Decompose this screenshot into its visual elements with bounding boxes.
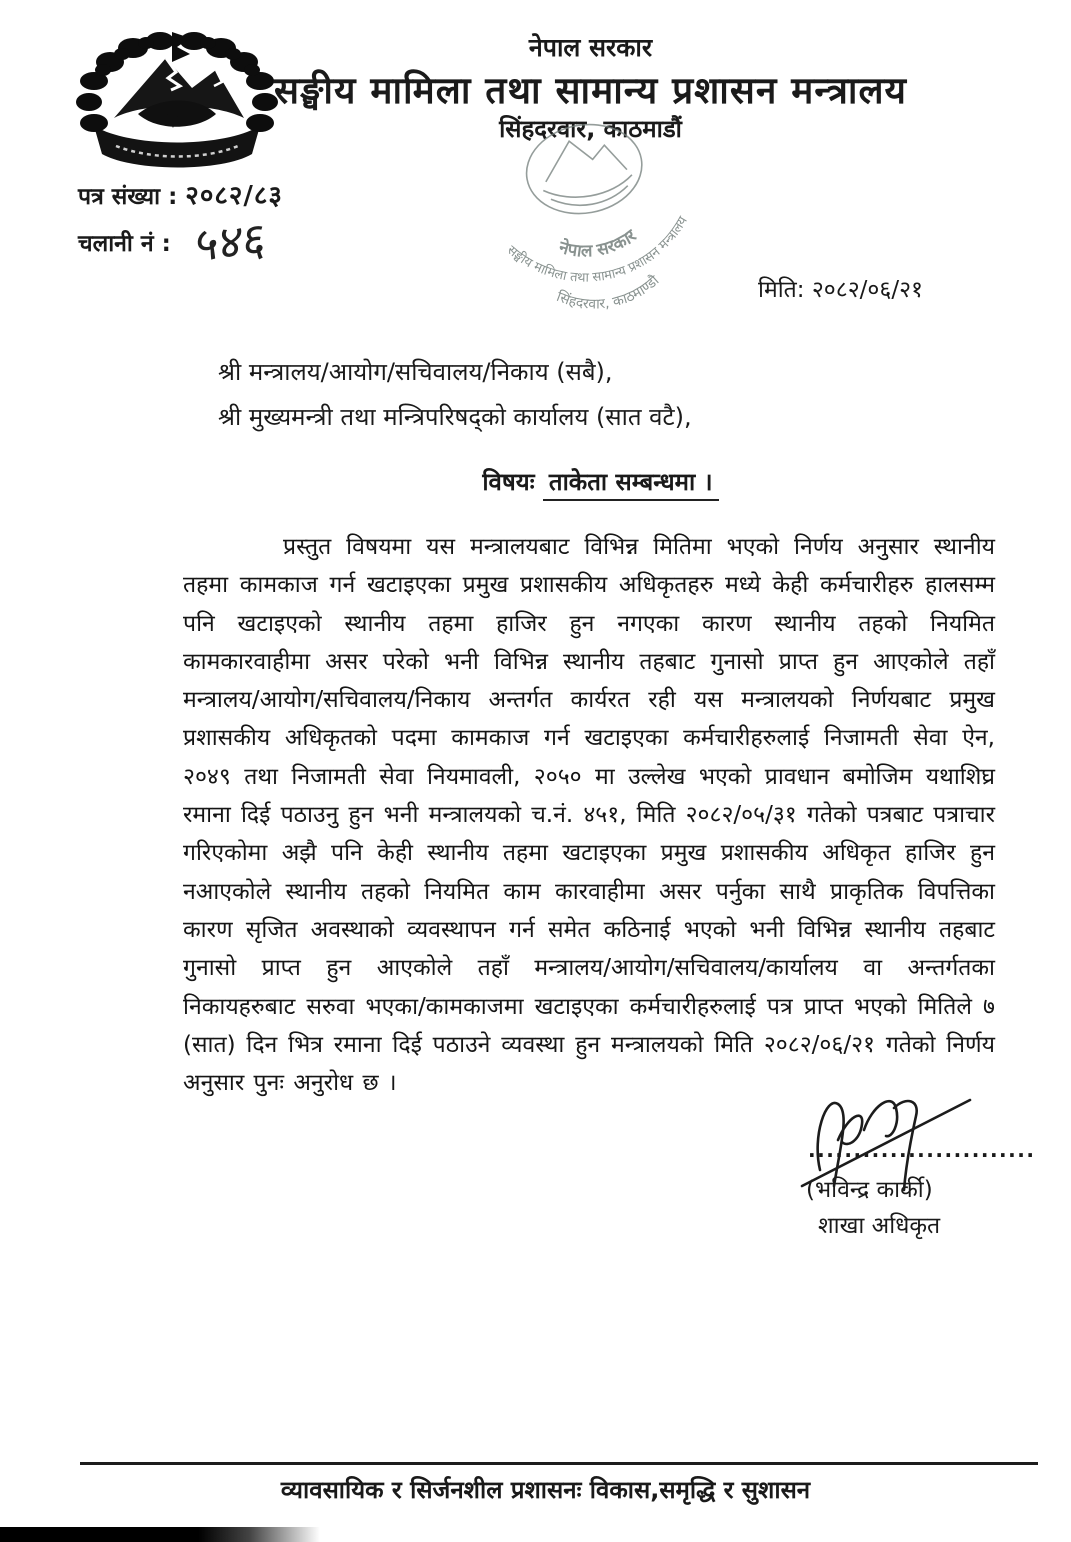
signer-name: (भविन्द्र कार्की) xyxy=(806,1177,933,1203)
footer-divider xyxy=(80,1462,1038,1465)
letter-number-value: २०८२/८३ xyxy=(185,181,283,211)
letter-date: मिति: २०८२/०६/२१ xyxy=(758,277,924,303)
stamp-line-address: सिंहदरवार, काठमाण्डौ xyxy=(554,272,663,313)
signer-title: शाखा अधिकृत xyxy=(818,1213,941,1239)
letter-body-paragraph: प्रस्तुत विषयमा यस मन्त्रालयबाट विभिन्न मितिमा भएको निर्णय अनुसार स्थानीय तहमा कामकाज गर्न खटाइएका प्रमुख प्रशासकीय अधिकृतहरु मध्ये केही कर्मचारीहरु हालसम्म पनि खटाइएको स्थानीय तहमा हाजिर हुन नगएका कारण स्थानीय तहको नियमित कामकारवाहीमा असर परेको भनी विभिन्न स्थानीय तहबाट गुनासो प्राप्त हुन आएकोले तहाँ मन्त्रालय/आयोग/सचिवालय/निकाय अन्तर्गत कार्यरत रही यस मन्त्रालयको निर्णयबाट प्रमुख प्रशासकीय अधिकृतको पदमा कामकाज गर्न खटाइएका कर्मचारीहरुलाई निजामती सेवा ऐन, २०४९ तथा निजामती सेवा नियमावली, २०५० मा उल्लेख भएको प्रावधान बमोजिम यथाशिघ्र रमाना दिई पठाउनु हुन भनी मन्त्रालयको च.नं. ४५१, मिति २०८२/०५/३१ गतेको पत्रबाट पत्राचार गरिएकोमा अझै पनि केही स्थानीय तहमा खटाइएका प्रमुख प्रशासकीय अधिकृत हाजिर हुन नआएकोले स्थानीय तहको नियमित काम कारवाहीमा असर पर्नुका साथै प्राकृतिक विपत्तिका कारण सृजित अवस्थाको व्यवस्थापन गर्न समेत कठिनाई भएको भनी विभिन्न स्थानीय तहबाट गुनासो प्राप्त हुन आएकोले तहाँ मन्त्रालय/आयोग/सचिवालय/कार्यालय वा अन्तर्गतका निकायहरुबाट सरुवा भएका/कामकाजमा खटाइएका कर्मचारीहरुलाई पत्र प्राप्त भएको मितिले ७ (सात) दिन भित्र रमाना दिई पठाउने व्यवस्था हुन मन्त्रालयको मिति २०८२/०६/२१ गतेको निर्णय अनुसार पुनः अनुरोध छ । xyxy=(183,534,995,1097)
header-ministry-title: सङ्घीय मामिला तथा सामान्य प्रशासन मन्त्रालय xyxy=(273,69,907,112)
subject-row xyxy=(0,465,1071,498)
recipient-line: श्री मुख्यमन्त्री तथा मन्त्रिपरिषद्को कार्यालय (सात वटै), xyxy=(218,403,692,431)
header-address: सिंहदरवार, काठमाडौं xyxy=(499,115,682,143)
stamp-line-ministry: सङ्घीय मामिला तथा सामान्य प्रशासन मन्त्रालय xyxy=(503,214,691,286)
signature-dotted-line: ......................... xyxy=(808,1138,1036,1162)
footer-slogan: व्यावसायिक र सिर्जनशील प्रशासनः विकास,समृद्धि र सुशासन xyxy=(280,1476,811,1504)
subject-label: विषयः xyxy=(482,468,535,496)
letter-number-row xyxy=(78,176,283,212)
header-government: नेपाल सरकार xyxy=(528,33,653,62)
dispatch-number-row xyxy=(78,211,269,273)
dispatch-number-label: चलानी नं : xyxy=(78,231,171,257)
scan-artifact-bar xyxy=(0,1527,320,1542)
recipient-line: श्री मन्त्रालय/आयोग/सचिवालय/निकाय (सबै), xyxy=(218,358,613,386)
signature-scribble-icon xyxy=(798,1078,978,1193)
subject-text: ताकेता सम्बन्धमा । xyxy=(543,468,719,501)
dispatch-number-handwritten: ५४६ xyxy=(192,211,269,273)
ministry-stamp xyxy=(449,96,743,377)
letter-number-label: पत्र संख्या : xyxy=(78,184,178,210)
stamp-line-government: नेपाल सरकार xyxy=(556,225,641,262)
